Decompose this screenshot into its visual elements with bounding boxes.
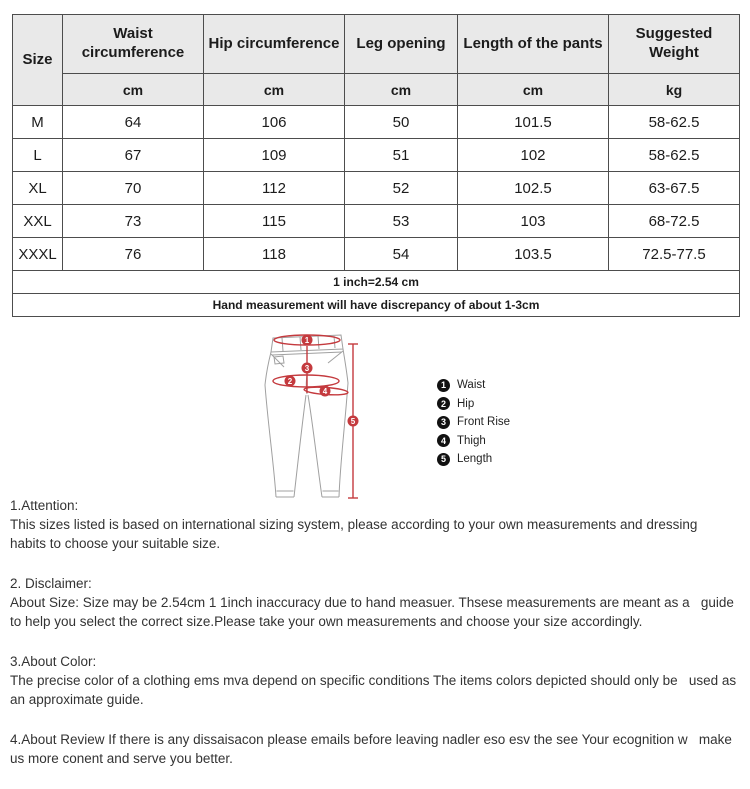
number-4-icon: 4 [437, 434, 450, 447]
legend-label: Length [457, 453, 493, 466]
cell-length: 101.5 [458, 106, 609, 139]
number-2-icon: 2 [437, 397, 450, 410]
number-1-icon: 1 [437, 379, 450, 392]
cell-weight: 58-62.5 [609, 139, 740, 172]
unit-weight: kg [609, 74, 740, 106]
svg-text:2: 2 [287, 377, 293, 386]
legend-item-front-rise [437, 413, 510, 432]
legend-label: Front Rise [457, 416, 511, 429]
note-body: 4.About Review If there is any dissaisacon please emails before leaving nadler eso esv the see Your ecognition w make us more conent and serve you better. [10, 732, 736, 766]
svg-text:3: 3 [304, 364, 310, 373]
legend-label: Hip [457, 397, 475, 410]
cell-waist: 76 [63, 238, 204, 271]
number-5-icon: 5 [437, 453, 450, 466]
note-attention [10, 496, 742, 553]
footnote-row-discrepancy [13, 294, 740, 317]
note-heading: 1.Attention: [10, 498, 79, 513]
number-3-icon: 3 [437, 416, 450, 429]
header-size: Size [13, 15, 63, 106]
footnote-inch-conversion: 1 inch=2.54 cm [13, 271, 740, 294]
cell-leg: 51 [345, 139, 458, 172]
cell-size: XXXL [13, 238, 63, 271]
header-waist-circumference: Waist circumference [63, 15, 204, 74]
table-row-xxxl [13, 238, 740, 271]
cell-hip: 106 [204, 106, 345, 139]
cell-hip: 112 [204, 172, 345, 205]
note-about-review [10, 730, 742, 768]
note-body: About Size: Size may be 2.54cm 1 1inch inaccuracy due to hand measuer. Thsese measurements are meant as a guide to help you select the correct size.Please take your own measurements and choose your size accordingly. [10, 595, 738, 629]
legend-label: Thigh [457, 434, 486, 447]
note-about-color [10, 652, 742, 709]
svg-text:4: 4 [322, 387, 328, 396]
footnote-measurement-discrepancy: Hand measurement will have discrepancy of about 1-3cm [13, 294, 740, 317]
measurement-diagram [0, 330, 750, 502]
cell-weight: 68-72.5 [609, 205, 740, 238]
table-row-m [13, 106, 740, 139]
cell-waist: 73 [63, 205, 204, 238]
cell-length: 102 [458, 139, 609, 172]
header-leg-opening: Leg opening [345, 15, 458, 74]
svg-text:5: 5 [350, 417, 356, 426]
notes-section [0, 496, 750, 789]
cell-leg: 53 [345, 205, 458, 238]
svg-text:1: 1 [304, 336, 310, 345]
cell-size: L [13, 139, 63, 172]
unit-waist: cm [63, 74, 204, 106]
cell-size: XL [13, 172, 63, 205]
footnote-row-inch [13, 271, 740, 294]
header-hip-circumference: Hip circumference [204, 15, 345, 74]
note-body: This sizes listed is based on international sizing system, please according to your own measurements and dressing habits to choose your suitable size. [10, 517, 709, 551]
cell-length: 103.5 [458, 238, 609, 271]
cell-weight: 58-62.5 [609, 106, 740, 139]
cell-leg: 54 [345, 238, 458, 271]
cell-waist: 70 [63, 172, 204, 205]
cell-hip: 118 [204, 238, 345, 271]
header-length-of-pants: Length of the pants [458, 15, 609, 74]
table-row-xl [13, 172, 740, 205]
cell-leg: 52 [345, 172, 458, 205]
legend-item-waist [437, 376, 510, 395]
pants-diagram-icon [262, 330, 372, 502]
unit-length: cm [458, 74, 609, 106]
unit-leg: cm [345, 74, 458, 106]
legend-item-length [437, 450, 510, 469]
legend-item-thigh [437, 432, 510, 451]
cell-size: M [13, 106, 63, 139]
note-disclaimer [10, 574, 742, 631]
table-row-l [13, 139, 740, 172]
unit-hip: cm [204, 74, 345, 106]
table-row-xxl [13, 205, 740, 238]
legend-label: Waist [457, 379, 486, 392]
cell-weight: 63-67.5 [609, 172, 740, 205]
cell-hip: 109 [204, 139, 345, 172]
cell-waist: 64 [63, 106, 204, 139]
cell-length: 102.5 [458, 172, 609, 205]
measurement-legend [437, 376, 510, 469]
note-body: The precise color of a clothing ems mva depend on specific conditions The items colors depicted should only be used as an approximate guide. [10, 673, 740, 707]
size-chart-table [12, 14, 740, 317]
cell-hip: 115 [204, 205, 345, 238]
cell-waist: 67 [63, 139, 204, 172]
note-heading: 3.About Color: [10, 654, 97, 669]
header-suggested-weight: Suggested Weight [609, 15, 740, 74]
cell-size: XXL [13, 205, 63, 238]
cell-weight: 72.5-77.5 [609, 238, 740, 271]
cell-leg: 50 [345, 106, 458, 139]
legend-item-hip [437, 395, 510, 414]
cell-length: 103 [458, 205, 609, 238]
note-heading: 2. Disclaimer: [10, 576, 92, 591]
